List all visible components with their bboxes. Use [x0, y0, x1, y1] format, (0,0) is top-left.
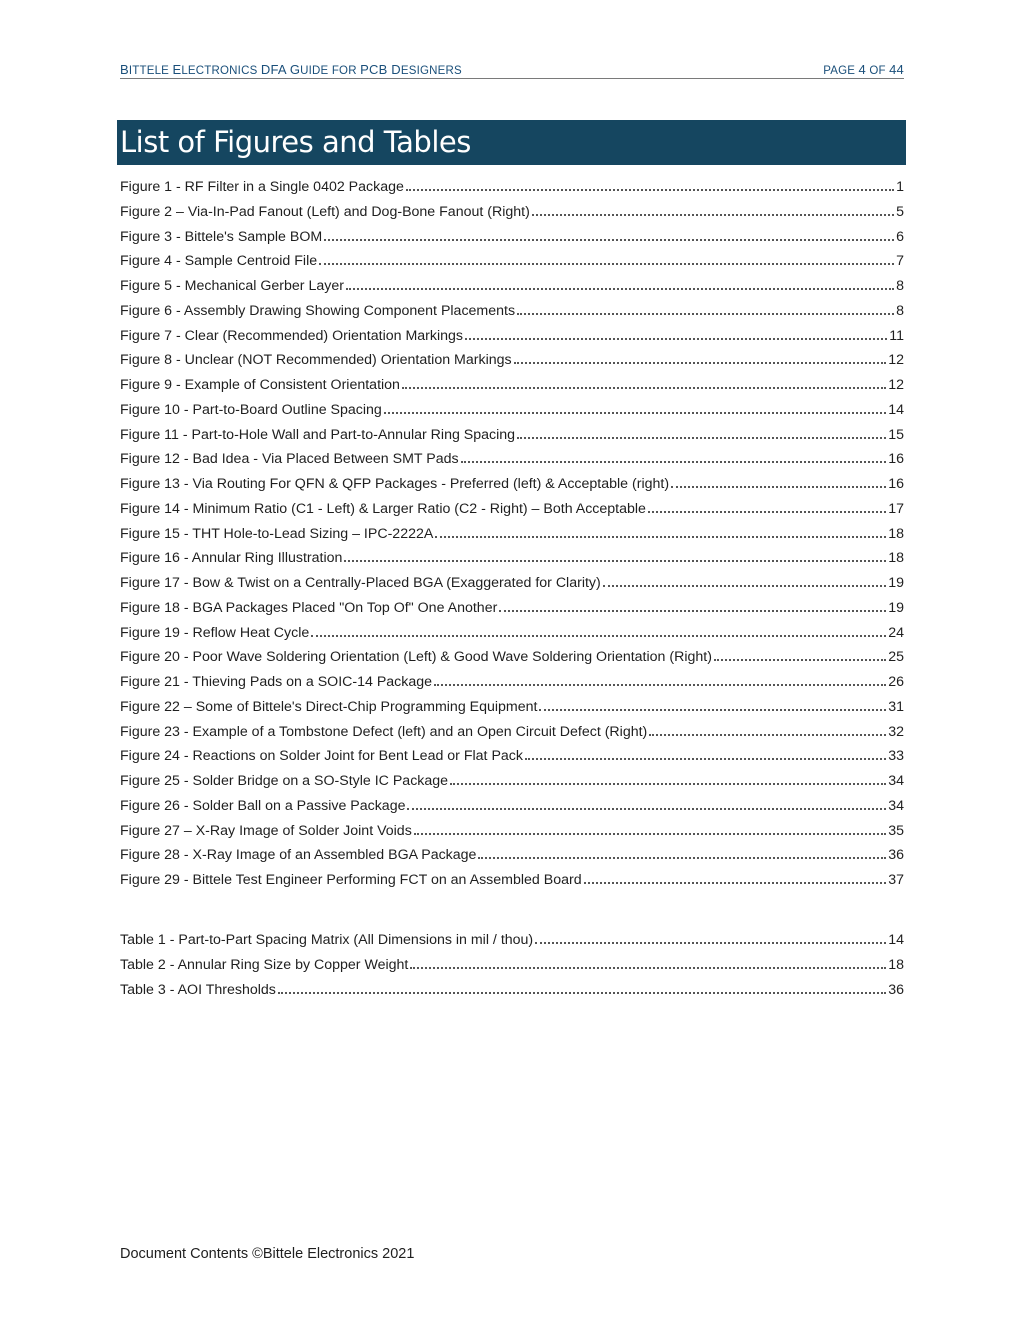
dot-leader	[450, 769, 886, 785]
dot-leader	[324, 225, 894, 241]
figure-entry[interactable]	[120, 546, 904, 571]
table-entry[interactable]	[120, 953, 904, 978]
header-text-run: UIDE FOR	[300, 65, 361, 77]
dot-leader	[435, 522, 886, 538]
section-title: List of Figures and Tables	[120, 125, 471, 159]
table-entry[interactable]	[120, 978, 904, 1003]
dot-leader	[407, 794, 886, 810]
figure-entry-page: 12	[888, 377, 904, 393]
table-entry-label: Table 2 - Annular Ring Size by Copper Weight	[120, 956, 409, 973]
dot-leader	[406, 175, 894, 191]
figure-entry-label: Figure 11 - Part-to-Hole Wall and Part-to-Annular Ring Spacing	[120, 426, 516, 443]
dot-leader	[532, 200, 894, 216]
figure-entry[interactable]	[120, 769, 904, 794]
figure-entry[interactable]	[120, 868, 904, 893]
figure-entry-label: Figure 4 - Sample Centroid File	[120, 253, 318, 270]
figure-entry-label: Figure 3 - Bittele's Sample BOM	[120, 228, 323, 245]
dot-leader	[346, 274, 894, 290]
list-of-tables	[120, 928, 904, 1002]
header-text-run: PAGE	[823, 65, 859, 77]
figure-entry-label: Figure 15 - THT Hole-to-Lead Sizing – IPC-2222A	[120, 525, 434, 542]
dot-leader	[671, 472, 886, 488]
figure-entry-label: Figure 21 - Thieving Pads on a SOIC-14 Package	[120, 674, 433, 690]
figure-entry-label: Figure 10 - Part-to-Board Outline Spacing	[120, 401, 382, 418]
dot-leader	[649, 720, 886, 736]
table-entry-page: 36	[888, 981, 904, 998]
table-entry-page: 18	[888, 956, 904, 973]
figure-entry-page: 18	[888, 525, 904, 542]
figure-entry[interactable]	[120, 472, 904, 497]
figure-entry-page: 34	[888, 797, 904, 814]
figure-entry[interactable]	[120, 670, 904, 695]
header-text-run: ITTELE	[128, 65, 173, 77]
figure-entry[interactable]	[120, 175, 904, 200]
dot-leader	[311, 621, 886, 637]
header-text-run: B	[120, 62, 129, 77]
figure-entry-page: 24	[888, 624, 904, 641]
figure-entry-label: Figure 29 - Bittele Test Engineer Performing FCT on an Assembled Board	[120, 872, 582, 888]
figure-entry[interactable]	[120, 744, 904, 769]
figure-entry[interactable]	[120, 522, 904, 547]
figure-entry-label: Figure 7 - Clear (Recommended) Orientation Markings	[120, 327, 463, 344]
figure-entry-label: Figure 13 - Via Routing For QFN & QFP Packages - Preferred (left) & Acceptable (right)	[120, 476, 670, 492]
header-text-run: DFA	[260, 62, 290, 77]
dot-leader	[410, 953, 886, 969]
figure-entry[interactable]	[120, 348, 904, 373]
figure-entry-page: 1	[896, 179, 904, 195]
figure-entry-page: 36	[888, 847, 904, 864]
figure-entry[interactable]	[120, 225, 904, 250]
figure-entry[interactable]	[120, 249, 904, 274]
document-title	[120, 62, 462, 77]
dot-leader	[478, 843, 886, 859]
dot-leader	[517, 299, 894, 315]
header-text-run: D	[391, 62, 401, 77]
figure-entry[interactable]	[120, 720, 904, 745]
figure-entry-page: 14	[888, 401, 904, 418]
figure-entry-label: Figure 23 - Example of a Tombstone Defect (left) and an Open Circuit Defect (Right)	[120, 723, 648, 740]
figure-entry-label: Figure 9 - Example of Consistent Orientation	[120, 377, 400, 393]
figure-entry[interactable]	[120, 645, 904, 670]
figure-entry-label: Figure 24 - Reactions on Solder Joint for Bent Lead or Flat Pack	[120, 748, 523, 765]
figure-entry[interactable]	[120, 299, 904, 324]
figure-entry-label: Figure 14 - Minimum Ratio (C1 - Left) & Larger Ratio (C2 - Right) – Both Acceptable	[120, 500, 646, 517]
dot-leader	[319, 249, 894, 265]
figure-entry-label: Figure 20 - Poor Wave Soldering Orientation (Left) & Good Wave Soldering Orientation (Right)	[120, 649, 712, 666]
header-text-run: E	[172, 62, 182, 77]
dot-leader	[584, 868, 887, 884]
table-entry-label: Table 1 - Part-to-Part Spacing Matrix (All Dimensions in mil / thou)	[120, 932, 534, 948]
figure-entry-label: Figure 18 - BGA Packages Placed "On Top Of" One Another	[120, 599, 498, 616]
page-number	[823, 62, 904, 77]
dot-leader	[278, 978, 886, 994]
figure-entry-label: Figure 19 - Reflow Heat Cycle	[120, 624, 310, 641]
figure-entry[interactable]	[120, 843, 904, 868]
figure-entry[interactable]	[120, 571, 904, 596]
dot-leader	[603, 571, 886, 587]
figure-entry[interactable]	[120, 423, 904, 448]
figure-entry-page: 18	[888, 550, 904, 567]
dot-leader	[384, 398, 886, 414]
figure-entry-page: 5	[896, 203, 904, 220]
figure-entry-page: 19	[888, 599, 904, 616]
table-entry-page: 14	[888, 932, 904, 948]
dot-leader	[461, 447, 887, 463]
figure-entry-page: 8	[896, 278, 904, 294]
dot-leader	[535, 928, 886, 944]
figure-entry-page: 11	[889, 327, 904, 344]
table-entry[interactable]	[120, 928, 904, 953]
figure-entry-page: 34	[888, 773, 904, 789]
header-text-run: LECTRONICS	[181, 65, 261, 77]
figure-entry-page: 19	[888, 575, 904, 591]
page-footer: Document Contents ©Bittele Electronics 2021	[120, 1246, 415, 1262]
figure-entry-page: 8	[896, 302, 904, 319]
figure-entry-page: 16	[888, 451, 904, 468]
table-entry-label: Table 3 - AOI Thresholds	[120, 981, 276, 998]
figure-entry-label: Figure 8 - Unclear (NOT Recommended) Orientation Markings	[120, 352, 512, 369]
figure-entry-label: Figure 5 - Mechanical Gerber Layer	[120, 278, 344, 294]
figure-entry-label: Figure 6 - Assembly Drawing Showing Component Placements	[120, 302, 516, 319]
dot-leader	[517, 423, 886, 439]
header-text-run: 44	[889, 62, 904, 77]
figure-entry-page: 26	[888, 674, 904, 690]
figure-entry-page: 15	[888, 426, 904, 443]
figure-entry-label: Figure 22 – Some of Bittele's Direct-Chip Programming Equipment	[120, 698, 538, 715]
figure-entry[interactable]	[120, 373, 904, 398]
dot-leader	[499, 596, 886, 612]
figure-entry-page: 12	[888, 352, 904, 369]
figure-entry-page: 37	[888, 872, 904, 888]
dot-leader	[414, 819, 886, 835]
figure-entry-label: Figure 28 - X-Ray Image of an Assembled BGA Package	[120, 847, 477, 864]
dot-leader	[714, 645, 886, 661]
figure-entry[interactable]	[120, 621, 904, 646]
figure-entry-label: Figure 17 - Bow & Twist on a Centrally-Placed BGA (Exaggerated for Clarity)	[120, 575, 601, 591]
figure-entry-page: 35	[888, 822, 904, 839]
figure-entry[interactable]	[120, 819, 904, 844]
section-title-bar	[117, 120, 906, 165]
figure-entry-page: 17	[888, 500, 904, 517]
figure-entry[interactable]	[120, 398, 904, 423]
figure-entry-page: 25	[888, 649, 904, 666]
figure-entry-label: Figure 1 - RF Filter in a Single 0402 Package	[120, 179, 404, 195]
figure-entry-page: 31	[888, 698, 904, 715]
dot-leader	[344, 546, 886, 562]
figure-entry-label: Figure 2 – Via-In-Pad Fanout (Left) and Dog-Bone Fanout (Right)	[120, 203, 530, 220]
figure-entry-label: Figure 27 – X-Ray Image of Solder Joint Voids	[120, 822, 412, 839]
figure-entry-label: Figure 25 - Solder Bridge on a SO-Style IC Package	[120, 773, 449, 789]
dot-leader	[525, 744, 886, 760]
dot-leader	[434, 670, 886, 686]
figure-entry[interactable]	[120, 794, 904, 819]
figure-entry[interactable]	[120, 200, 904, 225]
figure-entry[interactable]	[120, 497, 904, 522]
dot-leader	[539, 695, 886, 711]
header-text-run: OF	[865, 65, 890, 77]
figure-entry[interactable]	[120, 695, 904, 720]
header-text-run: ESIGNERS	[400, 65, 462, 77]
figure-entry[interactable]	[120, 447, 904, 472]
figure-entry-page: 6	[896, 228, 904, 245]
figure-entry-page: 16	[888, 476, 904, 492]
header-text-run: PCB	[360, 62, 392, 77]
dot-leader	[648, 497, 886, 513]
dot-leader	[514, 348, 887, 364]
figure-entry-label: Figure 26 - Solder Ball on a Passive Package	[120, 797, 406, 814]
header-text-run: G	[289, 62, 301, 77]
figure-entry-page: 33	[888, 748, 904, 765]
figure-entry-page: 7	[896, 253, 904, 270]
figure-entry[interactable]	[120, 324, 904, 349]
dot-leader	[402, 373, 886, 389]
dot-leader	[465, 324, 887, 340]
figure-entry-label: Figure 12 - Bad Idea - Via Placed Between SMT Pads	[120, 451, 459, 468]
figure-entry[interactable]	[120, 274, 904, 299]
figure-entry-label: Figure 16 - Annular Ring Illustration	[120, 550, 343, 567]
figure-entry-page: 32	[888, 723, 904, 740]
figure-entry[interactable]	[120, 596, 904, 621]
header-text-run: 4	[858, 62, 866, 77]
page-header	[120, 62, 904, 79]
list-of-figures	[120, 175, 904, 893]
